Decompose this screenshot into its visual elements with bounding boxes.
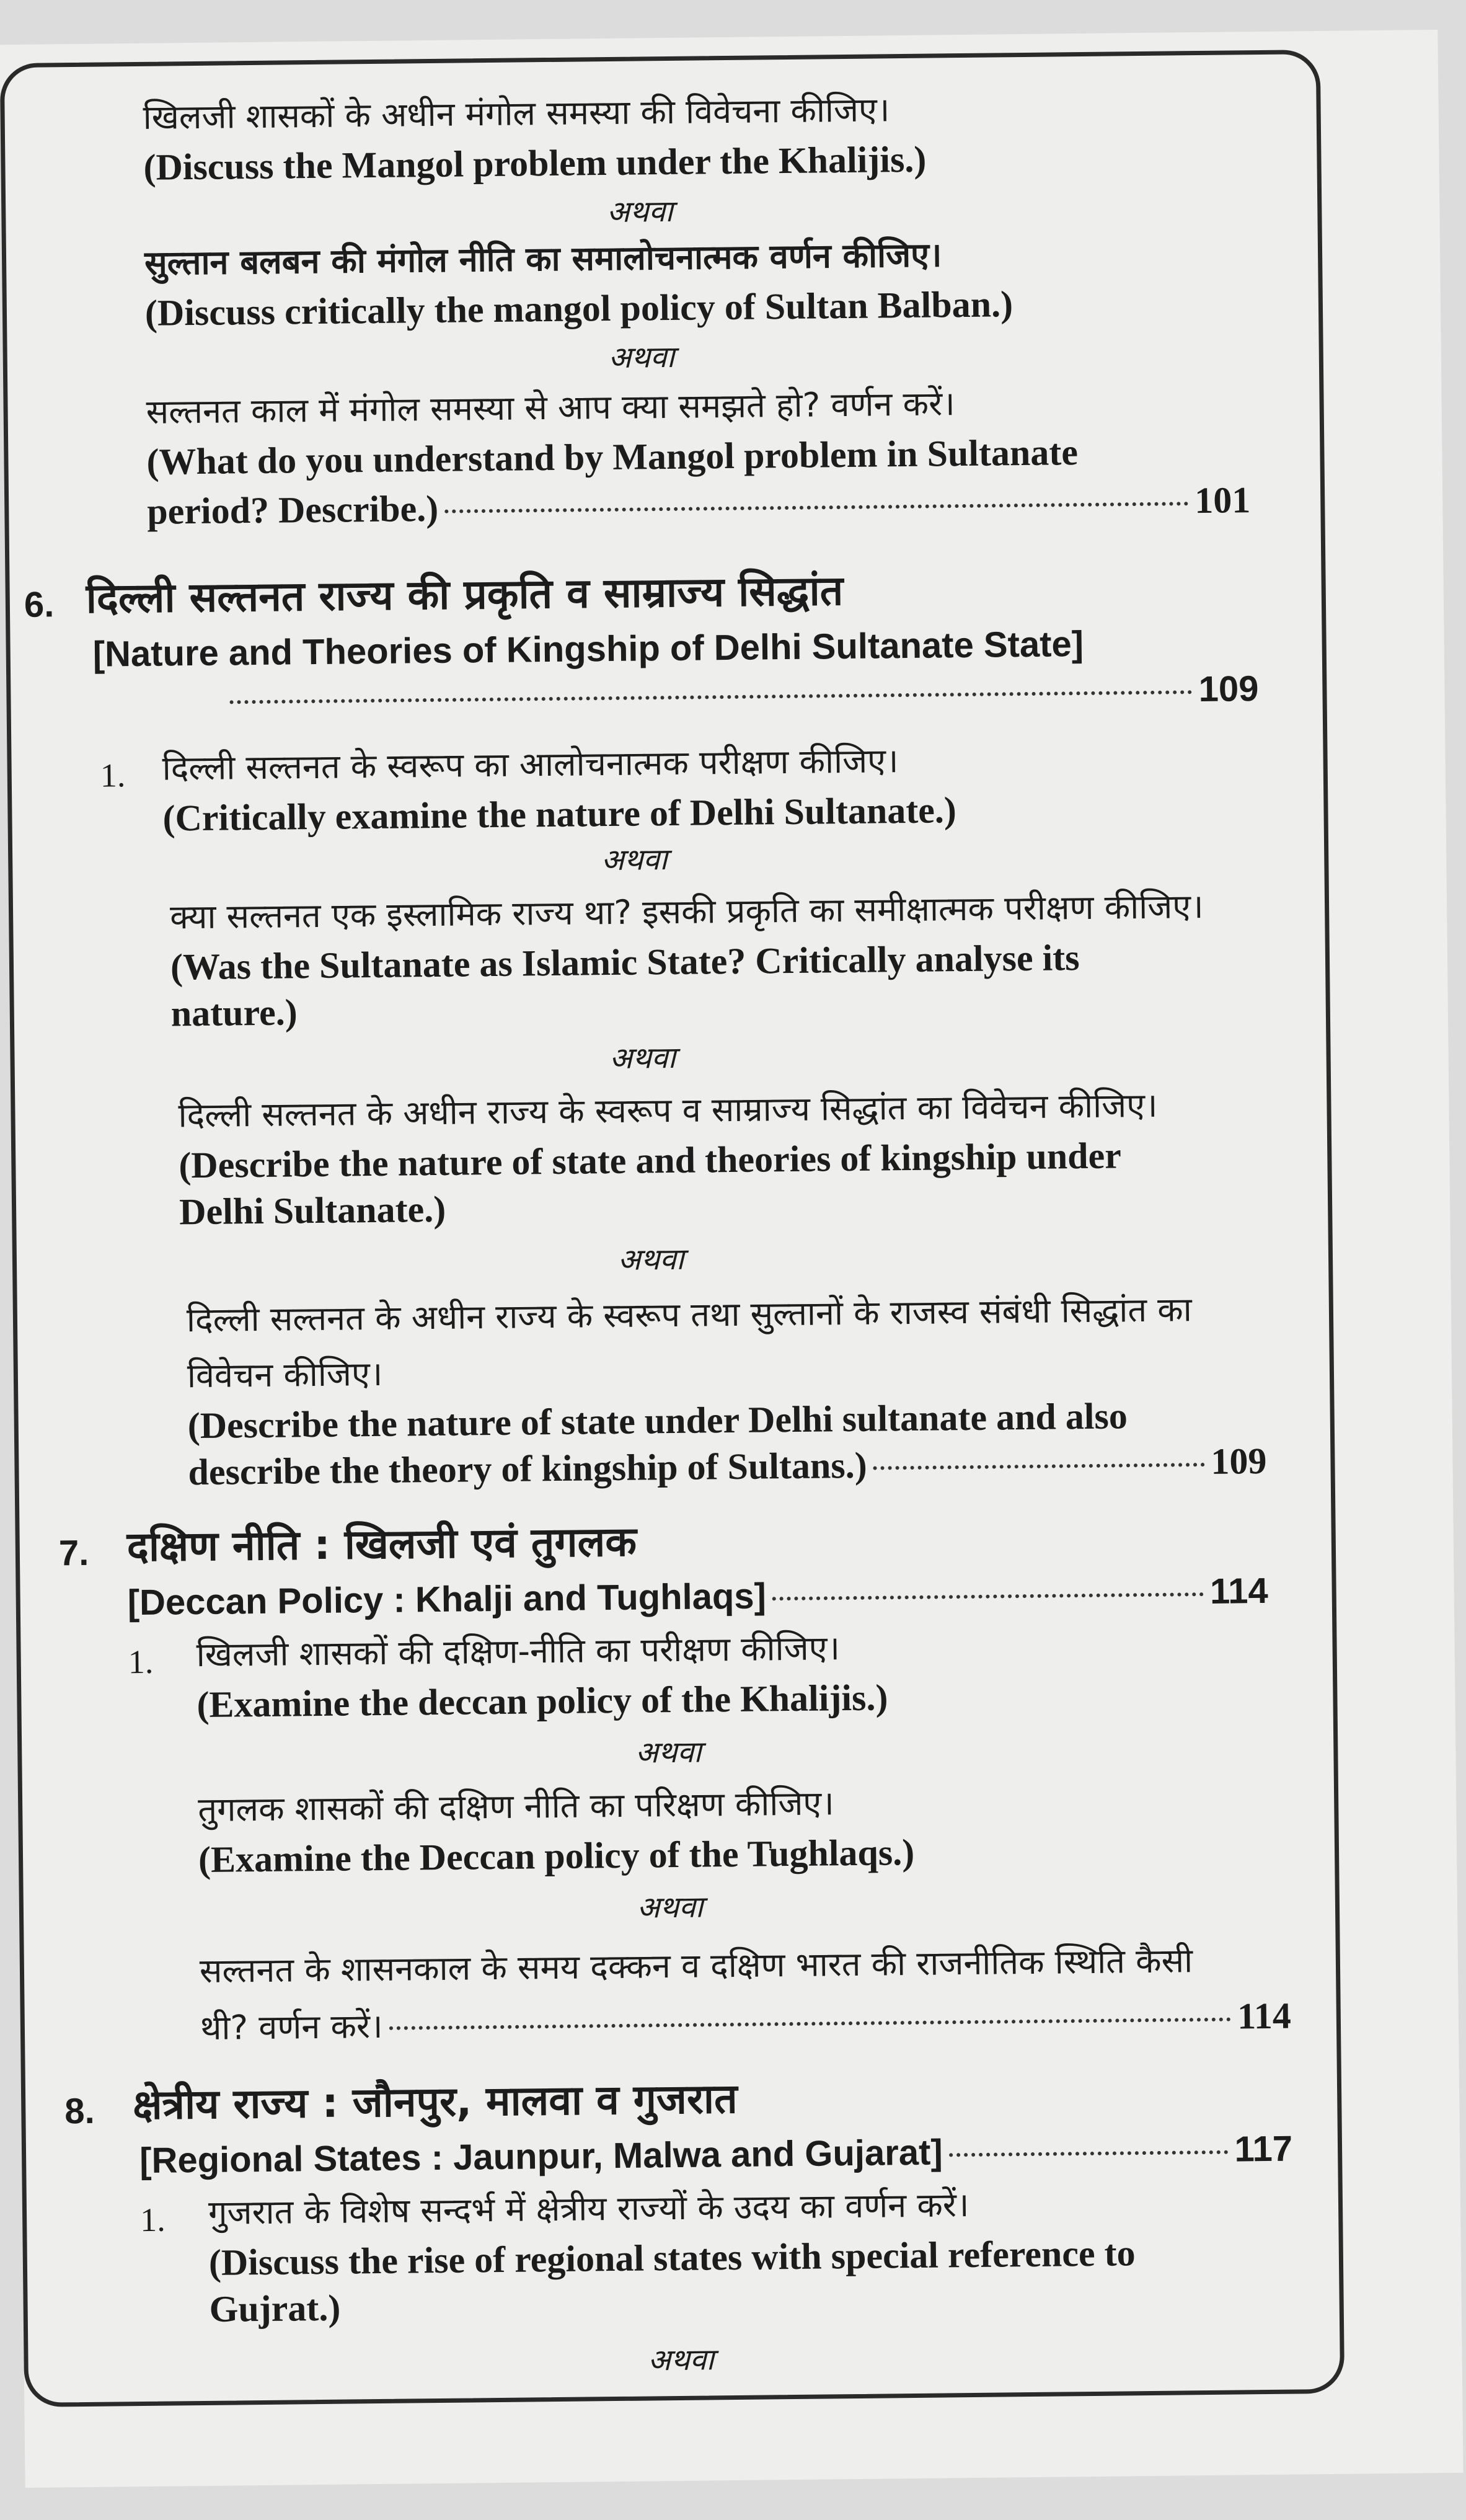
mongol-khalji-question-english: (Discuss the Mangol problem under the Khalijis.) [143, 138, 927, 188]
nature-question-english: (Critically examine the nature of Delhi Sultanate.) [162, 789, 957, 839]
page-number: 114 [1209, 1570, 1268, 1612]
deccan-political-question-hindi-line1: सल्तनत के शासनकाल के समय दक्कन व दक्षिण भारत की राजनीतिक स्थिति कैसी [199, 1941, 1193, 1991]
regional-states-question-hindi: गुजरात के विशेष सन्दर्भ में क्षेत्रीय राज्यों के उदय का वर्णन करें। [208, 2185, 969, 2232]
kingship-question-english-line2: Delhi Sultanate.) [179, 1188, 446, 1233]
revenue-question-hindi-line1: दिल्ली सल्तनत के अधीन राज्य के स्वरूप तथा सुल्तानों के राजस्व संबंधी सिद्धांत का [186, 1290, 1193, 1340]
revenue-question-hindi-line2: विवेचन कीजिए। [187, 1354, 383, 1396]
balban-question-hindi: सुल्तान बलबन की मंगोल नीति का समालोचनात्मक वर्णन कीजिए। [144, 235, 942, 283]
islamic-state-question-english-line1: (Was the Sultanate as Islamic State? Critically analyse its [170, 937, 1080, 988]
section-6-title-english: [Nature and Theories of Kingship of Delhi Sultanate State] [92, 623, 1084, 675]
question-number: 1. [139, 2201, 166, 2239]
or-separator: अथवा [648, 2342, 715, 2378]
tughlaq-deccan-question-hindi: तुगलक शासकों की दक्षिण नीति का परिक्षण कीजिए। [197, 1783, 835, 1830]
nature-question-hindi: दिल्ली सल्तनत के स्वरूप का आलोचनात्मक परीक्षण कीजिए। [162, 741, 899, 788]
page-number: 109 [1211, 1440, 1267, 1482]
leader-dots [949, 2150, 1229, 2157]
sultanate-mongol-question-hindi: सल्तनत काल में मंगोल समस्या से आप क्या समझते हो? वर्णन करें। [146, 384, 955, 432]
khalji-deccan-question-english: (Examine the deccan policy of the Khalijis.) [196, 1677, 888, 1726]
leader-dots [230, 690, 1193, 704]
question-text: period? Describe.) [146, 487, 439, 532]
or-separator: अथवा [608, 339, 675, 375]
section-title-text: [Regional States : Jaunpur, Malwa and Gujarat] [139, 2132, 943, 2181]
page-number: 117 [1234, 2128, 1293, 2170]
section-number: 7. [58, 1532, 89, 1574]
section-8-title-hindi: क्षेत्रीय राज्य : जौनपुर, मालवा व गुजरात [132, 2074, 738, 2129]
or-separator: अथवा [609, 1040, 676, 1076]
question-text: थी? वर्णन करें। [200, 2006, 383, 2048]
leader-dots [389, 2018, 1231, 2030]
or-separator: अथवा [606, 193, 673, 230]
islamic-state-question-english-line2: nature.) [170, 992, 298, 1034]
or-separator: अथवा [601, 842, 668, 878]
section-number: 8. [64, 2090, 95, 2132]
leader-dots [873, 1463, 1205, 1470]
regional-states-question-english-line1: (Discuss the rise of regional states with special reference to [208, 2232, 1136, 2283]
or-separator: अथवा [635, 1734, 702, 1770]
section-title-text: [Deccan Policy : Khalji and Tughlaqs] [127, 1576, 767, 1623]
khalji-deccan-question-hindi: खिलजी शासकों की दक्षिण-नीति का परीक्षण कीजिए। [196, 1628, 841, 1675]
kingship-question-english-line1: (Describe the nature of state and theories of kingship under [179, 1135, 1122, 1186]
question-number: 1. [100, 756, 126, 794]
or-separator: अथवा [617, 1241, 684, 1277]
sultanate-mongol-question-english-line1: (What do you understand by Mangol problem in Sultanate [146, 432, 1079, 482]
balban-question-english: (Discuss critically the mangol policy of Sultan Balban.) [144, 283, 1013, 334]
mongol-khalji-question-hindi: खिलजी शासकों के अधीन मंगोल समस्या की विवेचना कीजिए। [143, 90, 890, 137]
page-number: 109 [1198, 668, 1259, 710]
page-number: 101 [1194, 479, 1251, 521]
section-number: 6. [24, 584, 55, 625]
tughlaq-deccan-question-english: (Examine the Deccan policy of the Tughlaqs.) [198, 1831, 915, 1881]
question-text: describe the theory of kingship of Sultans.) [188, 1444, 867, 1493]
section-7-title-hindi: दक्षिण नीति : खिलजी एवं तुगलक [126, 1517, 637, 1571]
leader-dots [444, 502, 1188, 513]
question-number: 1. [128, 1643, 154, 1681]
kingship-question-hindi: दिल्ली सल्तनत के अधीन राज्य के स्वरूप व साम्राज्य सिद्धांत का विवेचन कीजिए। [178, 1085, 1158, 1135]
leader-dots [772, 1592, 1204, 1600]
islamic-state-question-hindi: क्या सल्तनत एक इस्लामिक राज्य था? इसकी प्रकृति का समीक्षात्मक परीक्षण कीजिए। [169, 886, 1204, 937]
or-separator: अथवा [637, 1889, 704, 1925]
revenue-question-english-line1: (Describe the nature of state under Delhi sultanate and also [187, 1395, 1128, 1447]
book-page [0, 30, 1464, 2488]
section-6-title-hindi: दिल्ली सल्तनत राज्य की प्रकृति व साम्राज्य सिद्धांत [86, 567, 844, 623]
page-number: 114 [1237, 1995, 1292, 2037]
regional-states-question-english-line2: Gujrat.) [209, 2287, 341, 2330]
